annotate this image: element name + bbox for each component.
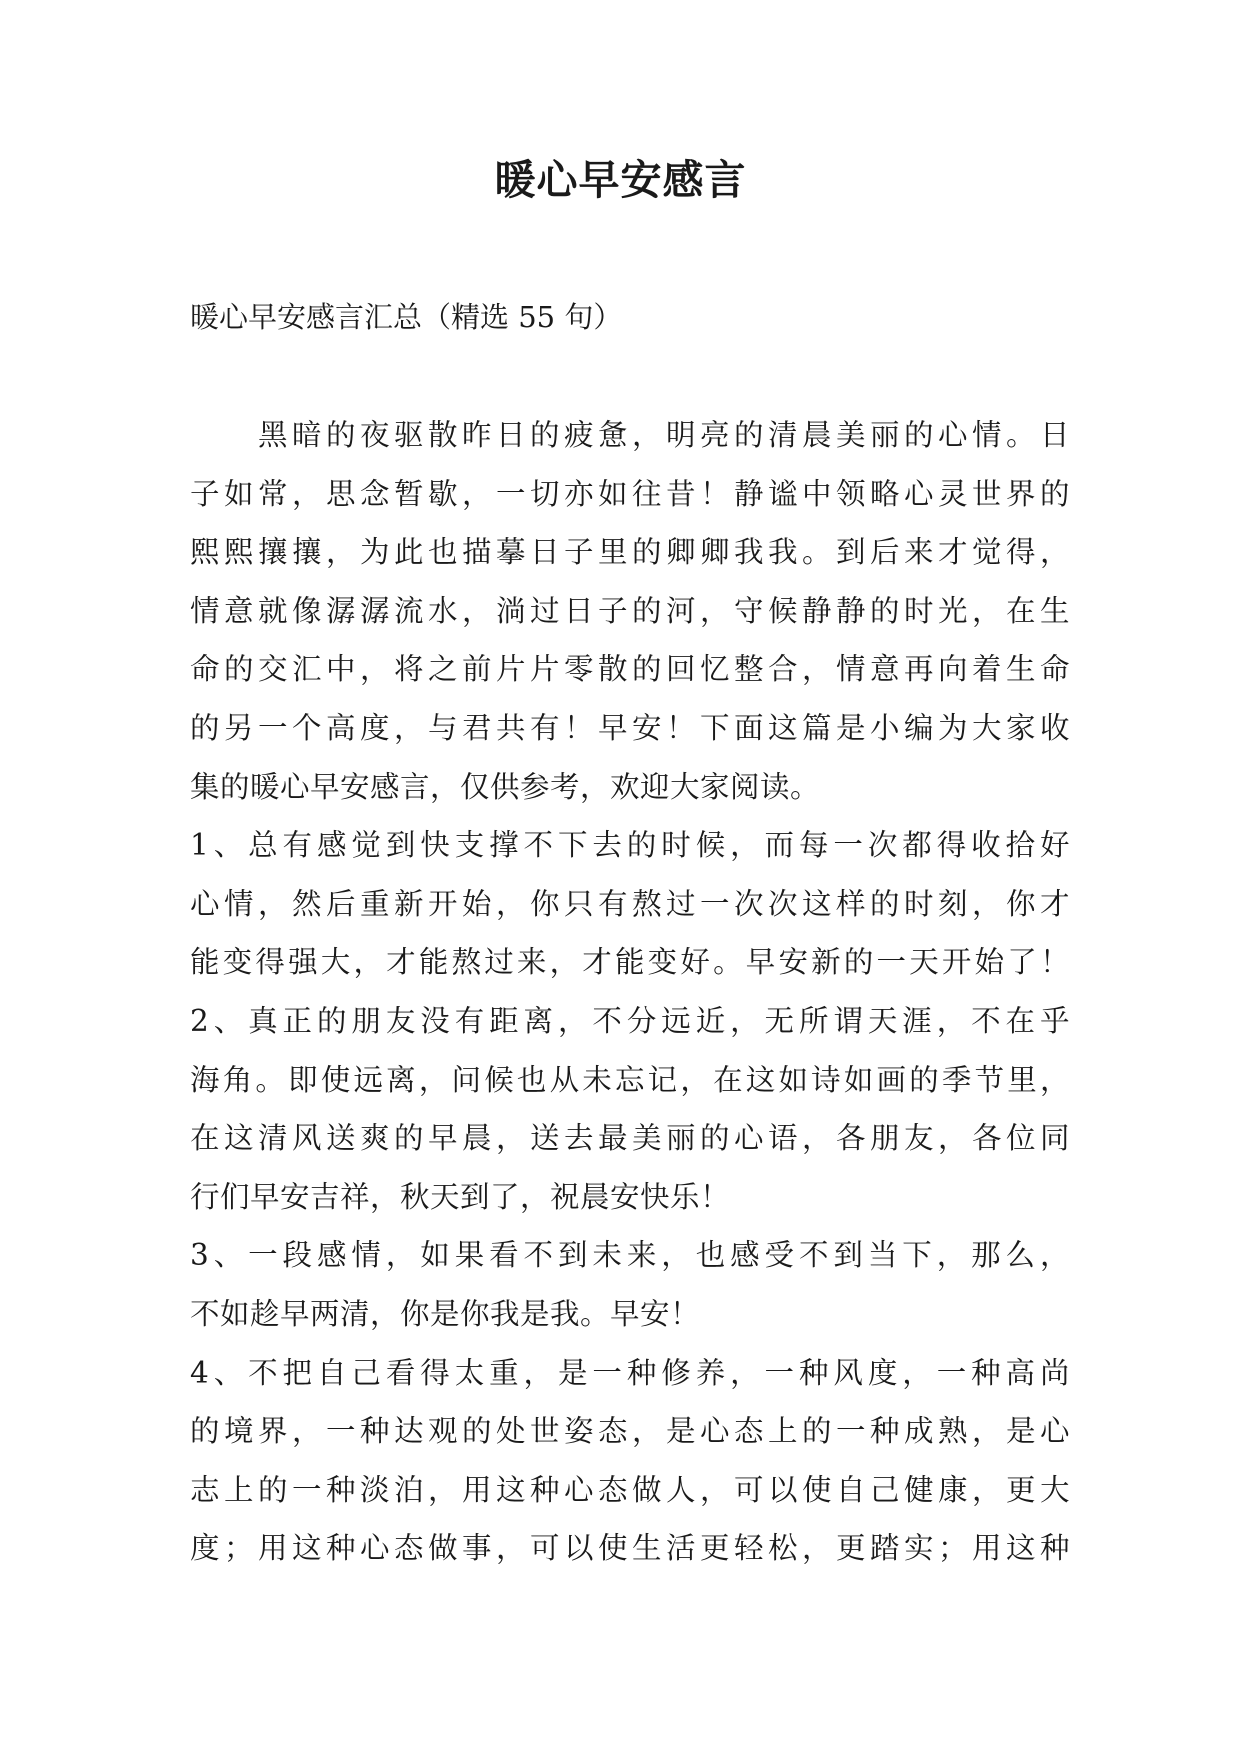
text-line: 在这清风送爽的早晨，送去最美丽的心语，各朋友，各位同 xyxy=(190,1121,1070,1156)
document-title: 暖心早安感言 xyxy=(494,156,747,204)
text-line: 3、一段感情，如果看不到未来，也感受不到当下，那么， xyxy=(190,1238,1070,1273)
text-line: 心情，然后重新开始，你只有熬过一次次这样的时刻，你才 xyxy=(190,886,1070,921)
text-line: 能变得强大，才能熬过来，才能变好。早安新的一天开始了！ xyxy=(190,945,1070,980)
text-line: 不如趁早两清，你是你我是我。早安！ xyxy=(190,1296,701,1331)
text-line: 子如常，思念暂歇，一切亦如往昔！静谧中领略心灵世界的 xyxy=(190,476,1070,511)
text-line: 1、总有感觉到快支撑不下去的时候，而每一次都得收拾好 xyxy=(190,828,1070,863)
text-line: 海角。即使远离，问候也从未忘记，在这如诗如画的季节里， xyxy=(190,1062,1070,1097)
text-line: 2、真正的朋友没有距离，不分远近，无所谓天涯，不在乎 xyxy=(190,1003,1070,1038)
text-line: 黑暗的夜驱散昨日的疲惫，明亮的清晨美丽的心情。日 xyxy=(190,418,1070,452)
text-line: 志上的一种淡泊，用这种心态做人，可以使自己健康，更大 xyxy=(190,1472,1070,1507)
text-line: 情意就像潺潺流水，淌过日子的河，守候静静的时光，在生 xyxy=(190,593,1070,628)
text-line: 命的交汇中，将之前片片零散的回忆整合，情意再向着生命 xyxy=(190,652,1070,687)
text-line: 集的暖心早安感言，仅供参考，欢迎大家阅读。 xyxy=(190,769,821,804)
text-line: 4、不把自己看得太重，是一种修养，一种风度，一种高尚 xyxy=(190,1355,1070,1390)
text-line: 熙熙攘攘，为此也描摹日子里的卿卿我我。到后来才觉得， xyxy=(190,535,1070,570)
text-line: 行们早安吉祥，秋天到了，祝晨安快乐！ xyxy=(190,1179,731,1214)
text-line: 的另一个高度，与君共有！早安！下面这篇是小编为大家收 xyxy=(190,710,1070,745)
text-line: 度；用这种心态做事，可以使生活更轻松，更踏实；用这种 xyxy=(190,1531,1070,1566)
text-line: 的境界，一种达观的处世姿态，是心态上的一种成熟，是心 xyxy=(190,1414,1070,1449)
document-subtitle: 暖心早安感言汇总（精选 55 句） xyxy=(190,300,623,334)
document-body xyxy=(190,406,1070,1578)
